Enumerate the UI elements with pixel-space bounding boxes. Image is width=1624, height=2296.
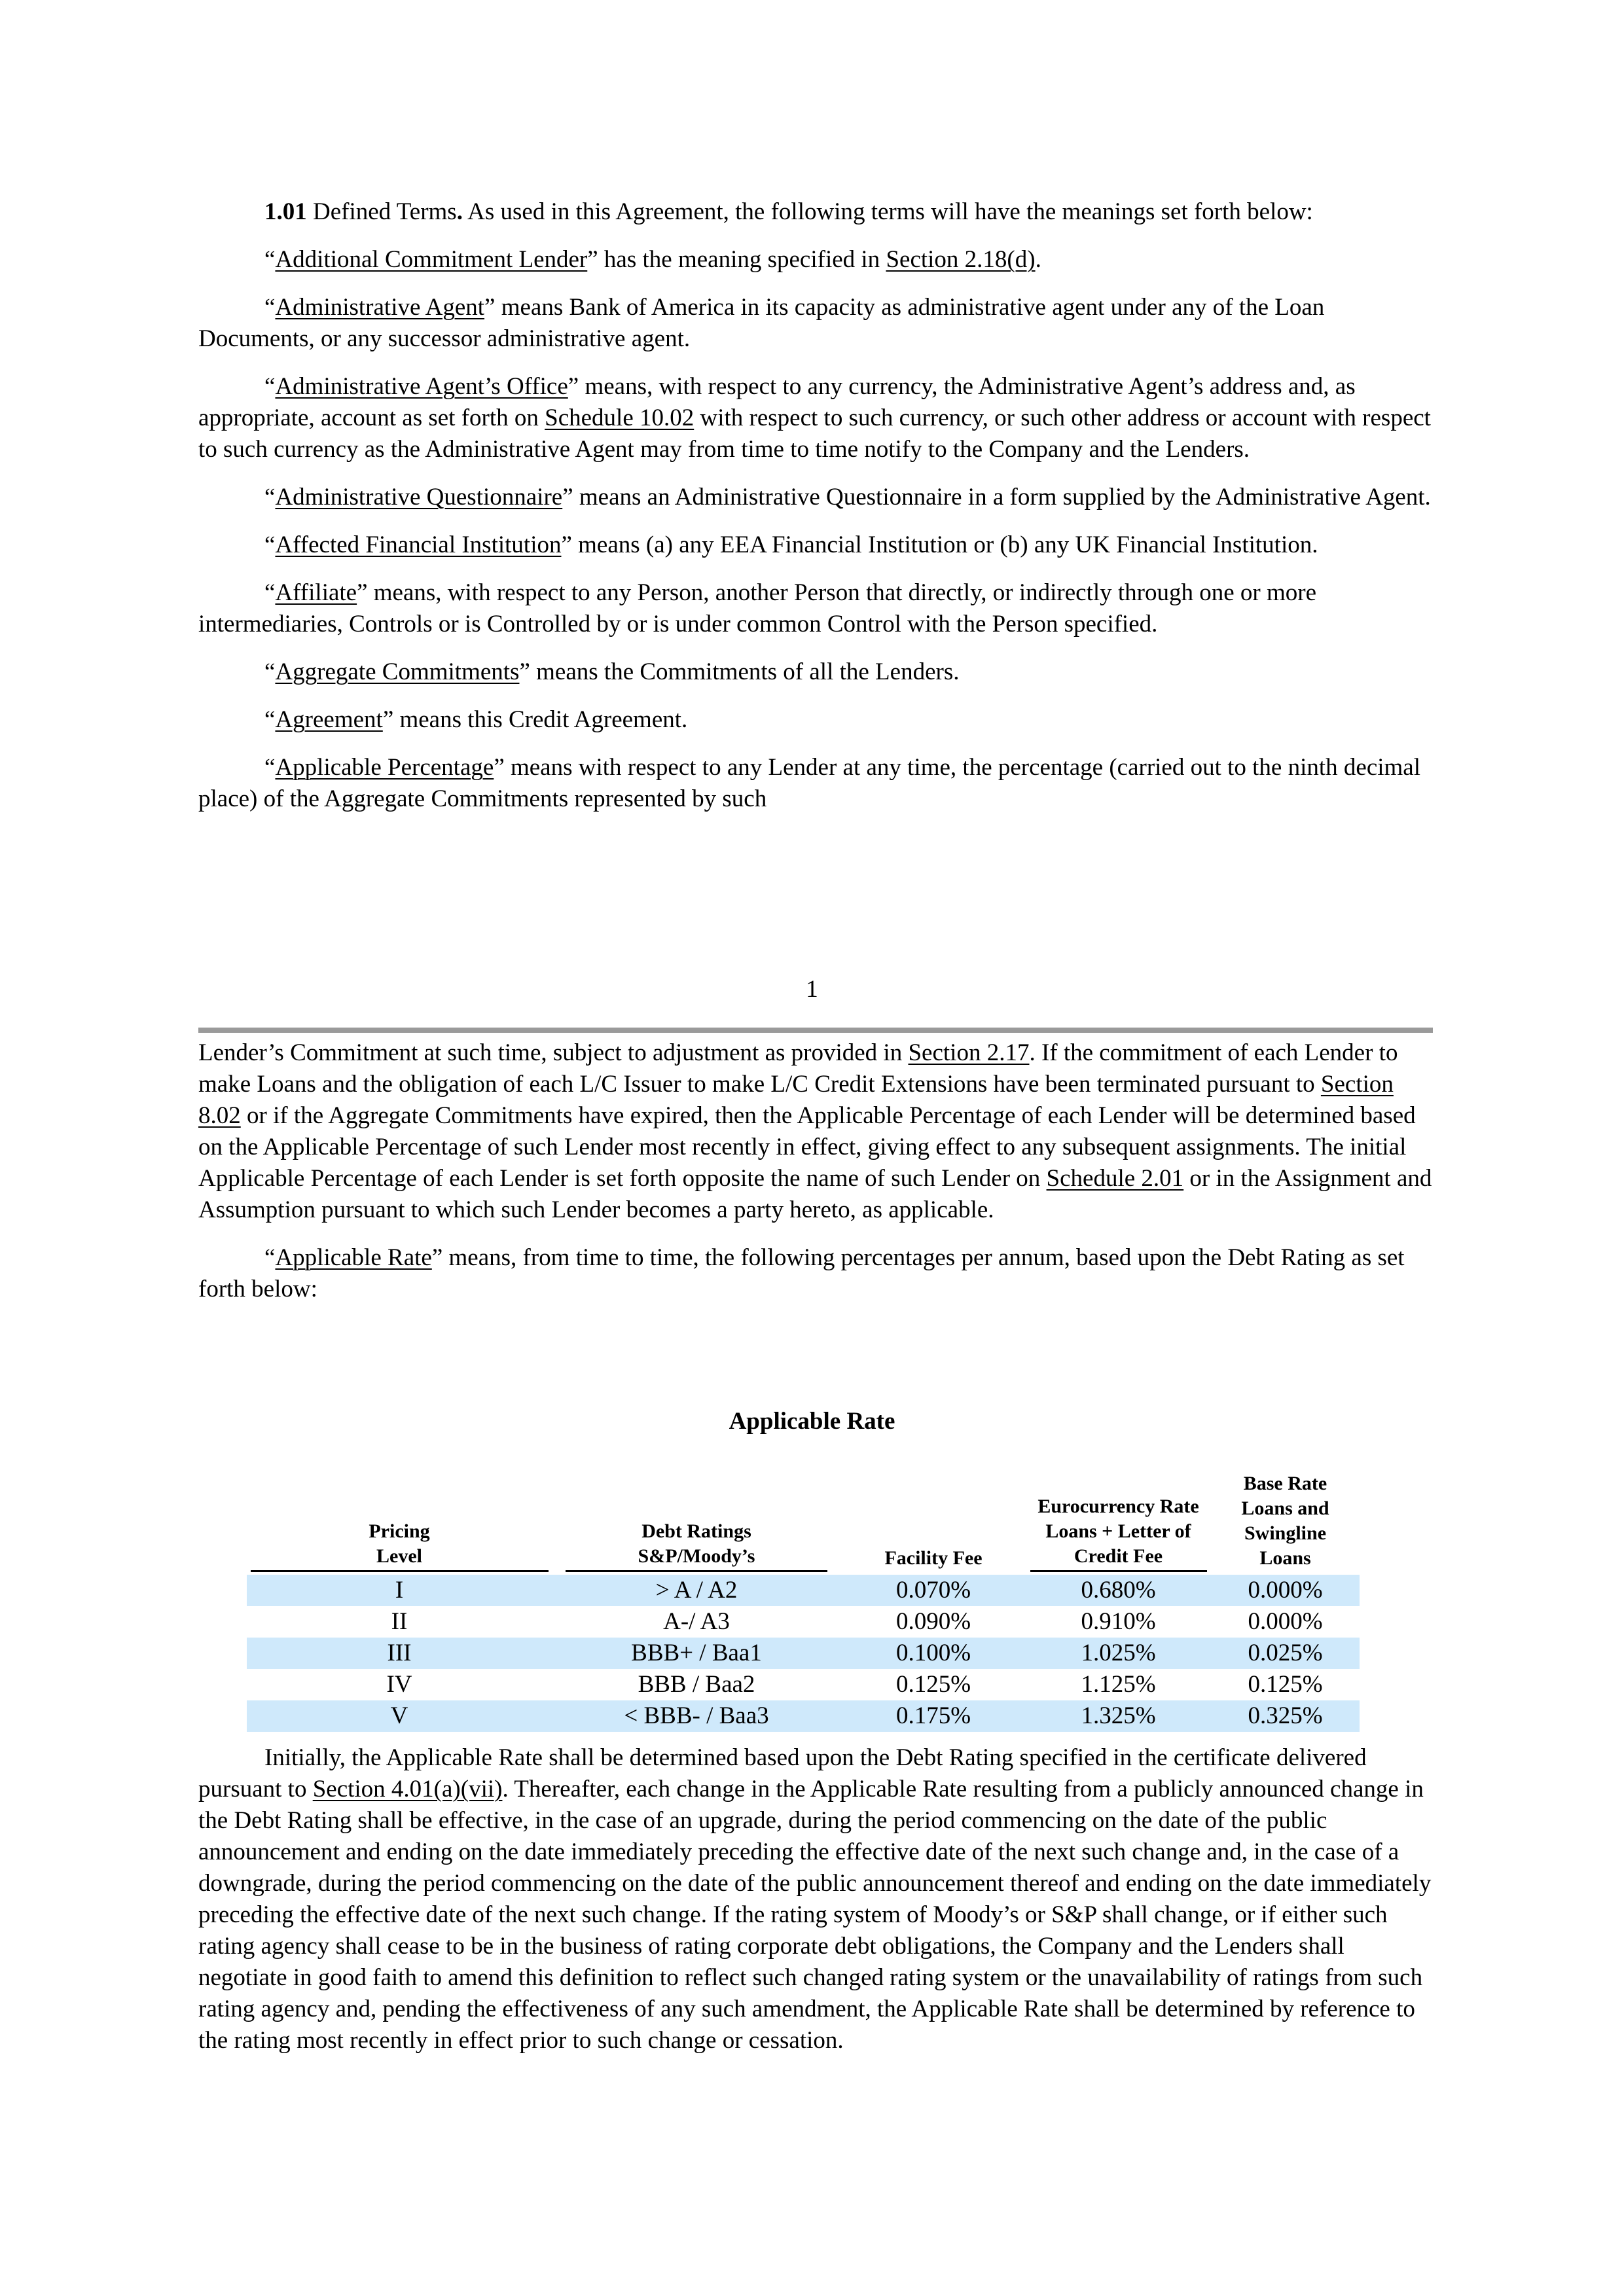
table-cell: 0.125% — [1248, 1671, 1323, 1698]
defined-term: Affected Financial Institution — [275, 531, 562, 558]
defined-term: Administrative Questionnaire — [275, 484, 563, 511]
table-cell: 0.175% — [841, 1700, 1026, 1732]
table-cell: 0.100% — [841, 1638, 1026, 1669]
section-heading-1-01: 1.01 Defined Terms. As used in this Agreement, the following terms will have the meanings set forth below: — [264, 198, 1313, 225]
definition-applicable-percentage: “Applicable Percentage” means with respect to any Lender at any time, the percentage (carried out to the ninth decimal place) of the Aggregate Commitments represented by such — [198, 754, 1421, 812]
definition-administrative-questionnaire: “Administrative Questionnaire” means an Administrative Questionnaire in a form supplied by the Administrative Agent. — [264, 484, 1431, 511]
table-cell: < BBB- / Baa3 — [552, 1700, 841, 1732]
definition-affiliate: “Affiliate” means, with respect to any Person, another Person that directly, or indirectly through one or more intermediaries, Controls or is Controlled by or is under common Control with the Person specified. — [198, 579, 1316, 637]
defined-term: Applicable Rate — [275, 1244, 432, 1271]
table-cell: A-/ A3 — [663, 1608, 730, 1635]
table-cell: 0.000% — [1248, 1608, 1323, 1635]
defined-term: Applicable Percentage — [275, 754, 494, 781]
table-cell: I — [247, 1575, 552, 1606]
table-cell: 1.125% — [1081, 1671, 1156, 1698]
page-2 — [198, 1037, 1432, 1321]
table-title: Applicable Rate — [729, 1408, 895, 1435]
section-reference: Section 2.18(d) — [886, 246, 1036, 273]
table-row — [247, 1606, 1360, 1638]
definition-administrative-agents-office: “Administrative Agent’s Office” means, with respect to any currency, the Administrative Agent’s address and, as appropriate, account as set forth on Schedule 10.02 with respect to such currency, or such other address or account with respect to such currency as the Administrative Agent may from time to time notify to the Company and the Lenders. — [198, 373, 1431, 463]
table-row — [247, 1669, 1360, 1700]
definition-agreement: “Agreement” means this Credit Agreement. — [264, 706, 688, 733]
table-cell: 0.125% — [895, 1671, 971, 1698]
table-cell: 0.025% — [1211, 1638, 1360, 1669]
table-header-row — [247, 1471, 1360, 1575]
table-row — [247, 1638, 1360, 1669]
header-eurocurrency-rate: Eurocurrency Rate Loans + Letter of Credit Fee — [1026, 1471, 1211, 1575]
table-cell: 1.025% — [1026, 1638, 1211, 1669]
table-cell: 0.910% — [1081, 1608, 1156, 1635]
defined-term: Aggregate Commitments — [275, 658, 520, 685]
table-cell: IV — [386, 1671, 412, 1698]
table-cell: > A / A2 — [552, 1575, 841, 1606]
table-cell: 0.680% — [1026, 1575, 1211, 1606]
table-cell: 1.325% — [1026, 1700, 1211, 1732]
table-cell: 0.070% — [841, 1575, 1026, 1606]
header-pricing-level: Pricing Level — [247, 1471, 552, 1575]
section-reference: Section 4.01(a)(vii) — [312, 1776, 503, 1803]
table-cell: V — [247, 1700, 552, 1732]
table-cell: BBB / Baa2 — [638, 1671, 755, 1698]
section-reference: Section 2.17 — [908, 1039, 1030, 1066]
definition-aggregate-commitments: “Aggregate Commitments” means the Commitments of all the Lenders. — [264, 658, 960, 685]
applicable-rate-table — [247, 1471, 1360, 1732]
defined-term: Administrative Agent — [275, 294, 485, 321]
table-row — [247, 1700, 1360, 1732]
table-cell: BBB+ / Baa1 — [552, 1638, 841, 1669]
table-cell: II — [391, 1608, 408, 1635]
table-cell: 0.090% — [895, 1608, 971, 1635]
applicable-rate-closing — [198, 1742, 1432, 2073]
closing-paragraph: Initially, the Applicable Rate shall be determined based upon the Debt Rating specified in the certificate delivered pursuant to Section 4.01(a)(vii). Thereafter, each change in the Applicable Rate resulting from a publicly announced change in the Debt Rating shall be effective, in the case of an upgrade, during the period commencing on the date of the public announcement and ending on the date immediately preceding the effective date of the next such change and, in the case of a downgrade, during the period commencing on the date of the public announcement thereof and ending on the date immediately preceding the effective date of the next such change. If the rating system of Moody’s or S&P shall change, or if either such rating agency shall cease to be in the business of rating corporate debt obligations, the Company and the Lenders shall negotiate in good faith to amend this definition to reflect such changed rating system or the unavailability of ratings from such rating agency and, pending the effectiveness of any such amendment, the Applicable Rate shall be determined by reference to the rating most recently in effect prior to such change or cessation. — [198, 1744, 1432, 2054]
header-facility-fee: Facility Fee — [884, 1547, 983, 1569]
section-intro: As used in this Agreement, the following terms will have the meanings set forth below: — [462, 198, 1313, 225]
table-row — [247, 1575, 1360, 1606]
schedule-reference: Schedule 10.02 — [545, 404, 695, 431]
table-cell: 0.325% — [1211, 1700, 1360, 1732]
applicable-percentage-continuation: Lender’s Commitment at such time, subject to adjustment as provided in Section 2.17. If the commitment of each Lender to make Loans and the obligation of each L/C Issuer to make L/C Credit Extensions have been terminated pursuant to Section 8.02 or if the Aggregate Commitments have expired, then the Applicable Percentage of each Lender will be determined based on the Applicable Percentage of such Lender most recently in effect, giving effect to any subsequent assignments. The initial Applicable Percentage of each Lender is set forth opposite the name of such Lender on Schedule 2.01 or in the Assignment and Assumption pursuant to which such Lender becomes a party hereto, as applicable. — [198, 1039, 1432, 1223]
table-cell: III — [247, 1638, 552, 1669]
schedule-reference: Schedule 2.01 — [1046, 1165, 1184, 1192]
defined-term: Affiliate — [275, 579, 357, 606]
page-number: 1 — [806, 976, 818, 1003]
page-break-divider — [198, 1028, 1433, 1033]
definition-applicable-rate: “Applicable Rate” means, from time to time, the following percentages per annum, based upon the Debt Rating as set forth below: — [198, 1244, 1405, 1302]
section-title: Defined Terms — [313, 198, 457, 225]
section-reference: Section 8.02 — [198, 1071, 1394, 1129]
defined-term: Administrative Agent’s Office — [275, 373, 568, 400]
definition-additional-commitment-lender: “Additional Commitment Lender” has the meaning specified in Section 2.18(d). — [264, 246, 1041, 273]
definition-affected-financial-institution: “Affected Financial Institution” means (a) any EEA Financial Institution or (b) any UK Financial Institution. — [264, 531, 1318, 558]
header-base-rate: Base Rate Loans and Swingline Loans — [1241, 1473, 1329, 1569]
section-number: 1.01 — [264, 198, 307, 225]
table-cell: 0.000% — [1211, 1575, 1360, 1606]
header-debt-ratings: Debt Ratings S&P/Moody’s — [552, 1471, 841, 1575]
defined-term: Agreement — [275, 706, 383, 733]
definition-administrative-agent: “Administrative Agent” means Bank of America in its capacity as administrative agent under any of the Loan Documents, or any successor administrative agent. — [198, 294, 1325, 352]
page-1 — [198, 196, 1432, 831]
defined-term: Additional Commitment Lender — [275, 246, 588, 273]
